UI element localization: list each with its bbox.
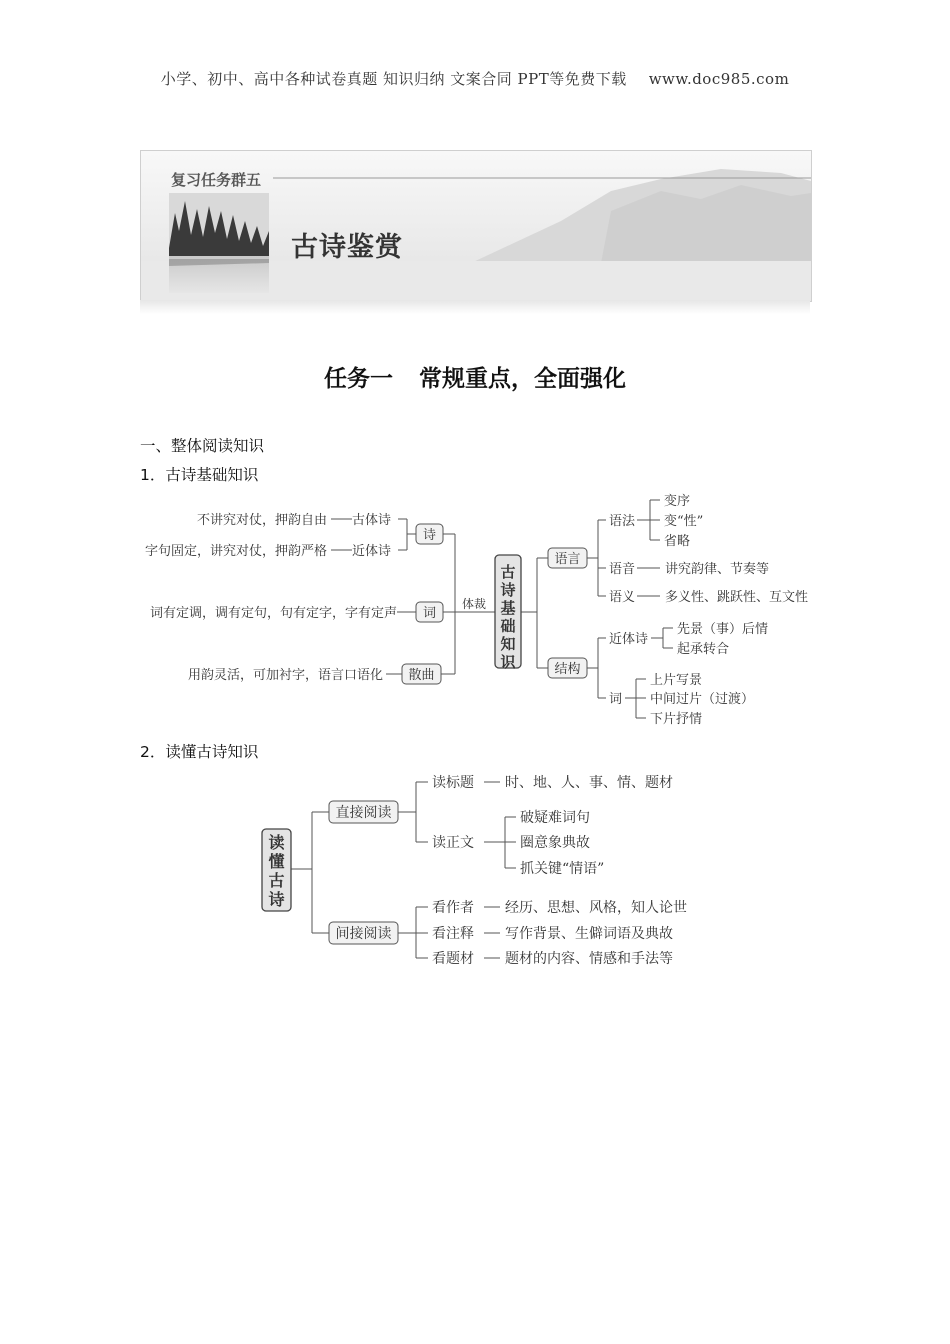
jintishi-desc: 字句固定，讲究对仗，押韵严格: [145, 544, 328, 559]
jinti-label: 近体诗: [609, 632, 649, 647]
ci-desc: 词有定调，调有定句，句有定字，字有定声: [150, 606, 398, 621]
kanzuozhe-label: 看作者: [432, 900, 474, 916]
yuyan-box-label: 语言: [554, 552, 581, 567]
yufa-item-3: 省略: [664, 534, 691, 549]
reading-center-char-1: 读: [268, 833, 285, 852]
gutishi-desc: 不讲究对仗，押韵自由: [197, 513, 328, 528]
banner-title: 古诗鉴赏: [291, 232, 403, 263]
subsection-heading-1: 1．古诗基础知识: [140, 466, 259, 484]
reading-center-char-4: 诗: [268, 890, 285, 909]
ci-item-1: 上片写景: [650, 673, 703, 688]
jinti-item-2: 起承转合: [677, 642, 730, 657]
diagram-poetry-basics: [145, 493, 808, 727]
subsection-heading-2: 2．读懂古诗知识: [140, 743, 259, 761]
zhengwen-item-1: 破疑难词句: [520, 810, 590, 826]
jiegou-box-label: 结构: [554, 662, 581, 677]
zhengwen-item-2: 圈意象典故: [520, 835, 590, 851]
yuyi-label: 语义: [609, 590, 636, 605]
duzhengwen-label: 读正文: [432, 835, 474, 851]
yuyi-desc: 多义性、跳跃性、互文性: [665, 590, 809, 605]
yufa-item-1: 变序: [664, 494, 691, 509]
site-header-url[interactable]: www.doc985.com: [648, 70, 790, 88]
jinti-item-1: 先景（事）后情: [677, 622, 769, 637]
yufa-item-2: 变“性”: [664, 514, 704, 529]
section-heading: 一、整体阅读知识: [140, 437, 265, 455]
center-char-4: 础: [500, 617, 516, 635]
dubiaoti-desc: 时、地、人、事、情、题材: [505, 775, 673, 791]
center-char-5: 知: [500, 635, 516, 653]
diagram-reading-poetry: [262, 774, 687, 967]
yufa-label: 语法: [609, 514, 636, 529]
ci-box-label: 词: [422, 606, 437, 621]
center-char-3: 基: [500, 599, 516, 617]
center-char-1: 古: [500, 563, 516, 581]
center-char-2: 诗: [500, 581, 516, 599]
sanqu-desc: 用韵灵活，可加衬字，语言口语化: [188, 668, 384, 683]
dubiaoti-label: 读标题: [432, 775, 474, 791]
ci2-label: 词: [609, 692, 623, 707]
yuyin-desc: 讲究韵律、节奏等: [665, 562, 770, 577]
direct-reading-label: 直接阅读: [335, 805, 392, 821]
task-title-text: 常规重点，全面强化: [419, 366, 626, 392]
ci-item-3: 下片抒情: [650, 712, 703, 727]
center-char-6: 识: [500, 653, 516, 671]
kanticai-desc: 题材的内容、情感和手法等: [505, 951, 673, 967]
kanzhushi-label: 看注释: [432, 926, 474, 942]
reading-center-char-2: 懂: [268, 852, 285, 871]
yuyin-label: 语音: [609, 562, 636, 577]
ci-item-2: 中间过片（过渡）: [650, 692, 755, 707]
task-title-number: 任务一: [324, 366, 393, 392]
gutishi-label: 古体诗: [352, 513, 392, 528]
kanzuozhe-desc: 经历、思想、风格，知人论世: [505, 900, 687, 916]
zhengwen-item-3: 抓关键“情语”: [520, 861, 605, 877]
shi-box-label: 诗: [422, 528, 437, 543]
jintishi-label: 近体诗: [352, 544, 392, 559]
indirect-reading-label: 间接阅读: [335, 926, 392, 942]
kanticai-label: 看题材: [432, 951, 474, 967]
site-header-text: 小学、初中、高中各种试卷真题 知识归纳 文案合同 PPT等免费下载: [160, 70, 627, 88]
reading-center-char-3: 古: [268, 871, 285, 890]
banner-label: 复习任务群五: [171, 171, 262, 189]
sanqu-box-label: 散曲: [408, 668, 435, 683]
kanzhushi-desc: 写作背景、生僻词语及典故: [505, 926, 673, 942]
ticai-label: 体裁: [462, 597, 487, 611]
